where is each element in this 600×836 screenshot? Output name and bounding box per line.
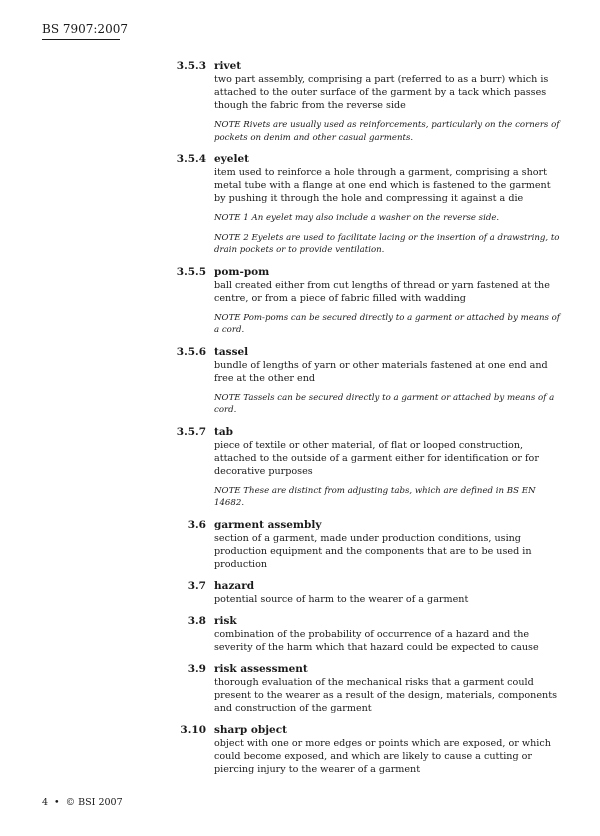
clause-number: 3.5.5	[176, 265, 206, 278]
clause-number: 3.9	[187, 662, 206, 675]
definition-entry	[0, 60, 600, 144]
clause-number: 3.5.6	[176, 345, 206, 358]
term: tab	[214, 425, 233, 438]
definition-entry	[0, 519, 600, 571]
footer-separator: •	[54, 797, 60, 808]
definitions-list	[0, 60, 600, 785]
clause-number: 3.5.7	[176, 425, 206, 438]
definition-body	[214, 266, 560, 337]
term: sharp object	[214, 723, 287, 736]
definition-text: item used to reinforce a hole through a garment, comprising a short metal tube with a flange at one end which is fastened to the garment by pushing it through the hole and compressing it against a die	[214, 167, 551, 204]
definition-body	[214, 580, 560, 606]
term: eyelet	[214, 153, 249, 165]
definition-text: piece of textile or other material, of flat or looped construction, attached to the outside of a garment either for identification or for decorative purposes	[214, 439, 539, 477]
term: garment assembly	[214, 518, 322, 531]
definition-entry	[0, 724, 600, 776]
clause-number: 3.5.3	[176, 60, 206, 72]
term: pom-pom	[214, 265, 270, 278]
definition-body	[214, 153, 560, 257]
note: NOTE 1 An eyelet may also include a washer on the reverse side.	[214, 213, 500, 223]
definition-entry	[0, 346, 600, 417]
page-number: 4	[42, 797, 49, 808]
definition-body	[214, 519, 560, 571]
term: risk	[214, 614, 237, 627]
definition-entry	[0, 266, 600, 337]
definition-entry	[0, 426, 600, 510]
definition-entry	[0, 153, 600, 257]
note: NOTE 2 Eyelets are used to facilitate lacing or the insertion of a drawstring, to drain pockets or to provide ventilation.	[214, 232, 560, 255]
definition-entry	[0, 580, 600, 606]
definition-text: object with one or more edges or points which are exposed, or which could become exposed, and which are likely to cause a cutting or piercing injury to the wearer of a garment	[214, 737, 551, 775]
definition-body	[214, 60, 560, 144]
term: tassel	[214, 345, 249, 358]
clause-number: 3.7	[187, 579, 206, 592]
note: NOTE These are distinct from adjusting tabs, which are defined in BS EN 14682.	[214, 485, 536, 508]
definition-body	[214, 346, 560, 417]
term: hazard	[214, 579, 255, 592]
definition-text: combination of the probability of occurrence of a hazard and the severity of the harm which that hazard could be expected to cause	[214, 628, 539, 653]
copyright-notice: © BSI 2007	[65, 797, 123, 808]
definition-body	[214, 724, 560, 776]
note: NOTE Tassels can be secured directly to a garment or attached by means of a cord.	[214, 392, 555, 415]
definition-text: ball created either from cut lengths of thread or yarn fastened at the centre, or from a piece of fabric filled with wadding	[214, 279, 550, 304]
definition-body	[214, 663, 560, 715]
clause-number: 3.10	[180, 723, 206, 736]
term: rivet	[214, 60, 242, 72]
definition-text: section of a garment, made under production conditions, using production equipment and the components that are to be used in production	[214, 532, 532, 570]
clause-number: 3.6	[187, 518, 206, 531]
definition-body	[214, 426, 560, 510]
note: NOTE Rivets are usually used as reinforcements, particularly on the corners of pockets on denim and other casual garments.	[214, 120, 560, 143]
clause-number: 3.8	[187, 614, 206, 627]
standard-reference: BS 7907:2007	[42, 22, 128, 36]
definition-entry	[0, 615, 600, 654]
definition-text: two part assembly, comprising a part (referred to as a burr) which is attached to the outer surface of the garment by a tack which passes though the fabric from the reverse side	[214, 74, 549, 111]
page-header	[42, 22, 128, 40]
definition-text: potential source of harm to the wearer of a garment	[214, 593, 469, 605]
definition-body	[214, 615, 560, 654]
clause-number: 3.5.4	[176, 153, 206, 165]
page-footer	[42, 797, 123, 809]
term: risk assessment	[214, 662, 308, 675]
definition-text: bundle of lengths of yarn or other materials fastened at one end and free at the other end	[214, 359, 548, 384]
definition-entry	[0, 663, 600, 715]
definition-text: thorough evaluation of the mechanical risks that a garment could present to the wearer as a result of the design, materials, components and construction of the garment	[214, 676, 557, 714]
note: NOTE Pom-poms can be secured directly to a garment or attached by means of a cord.	[214, 312, 560, 335]
